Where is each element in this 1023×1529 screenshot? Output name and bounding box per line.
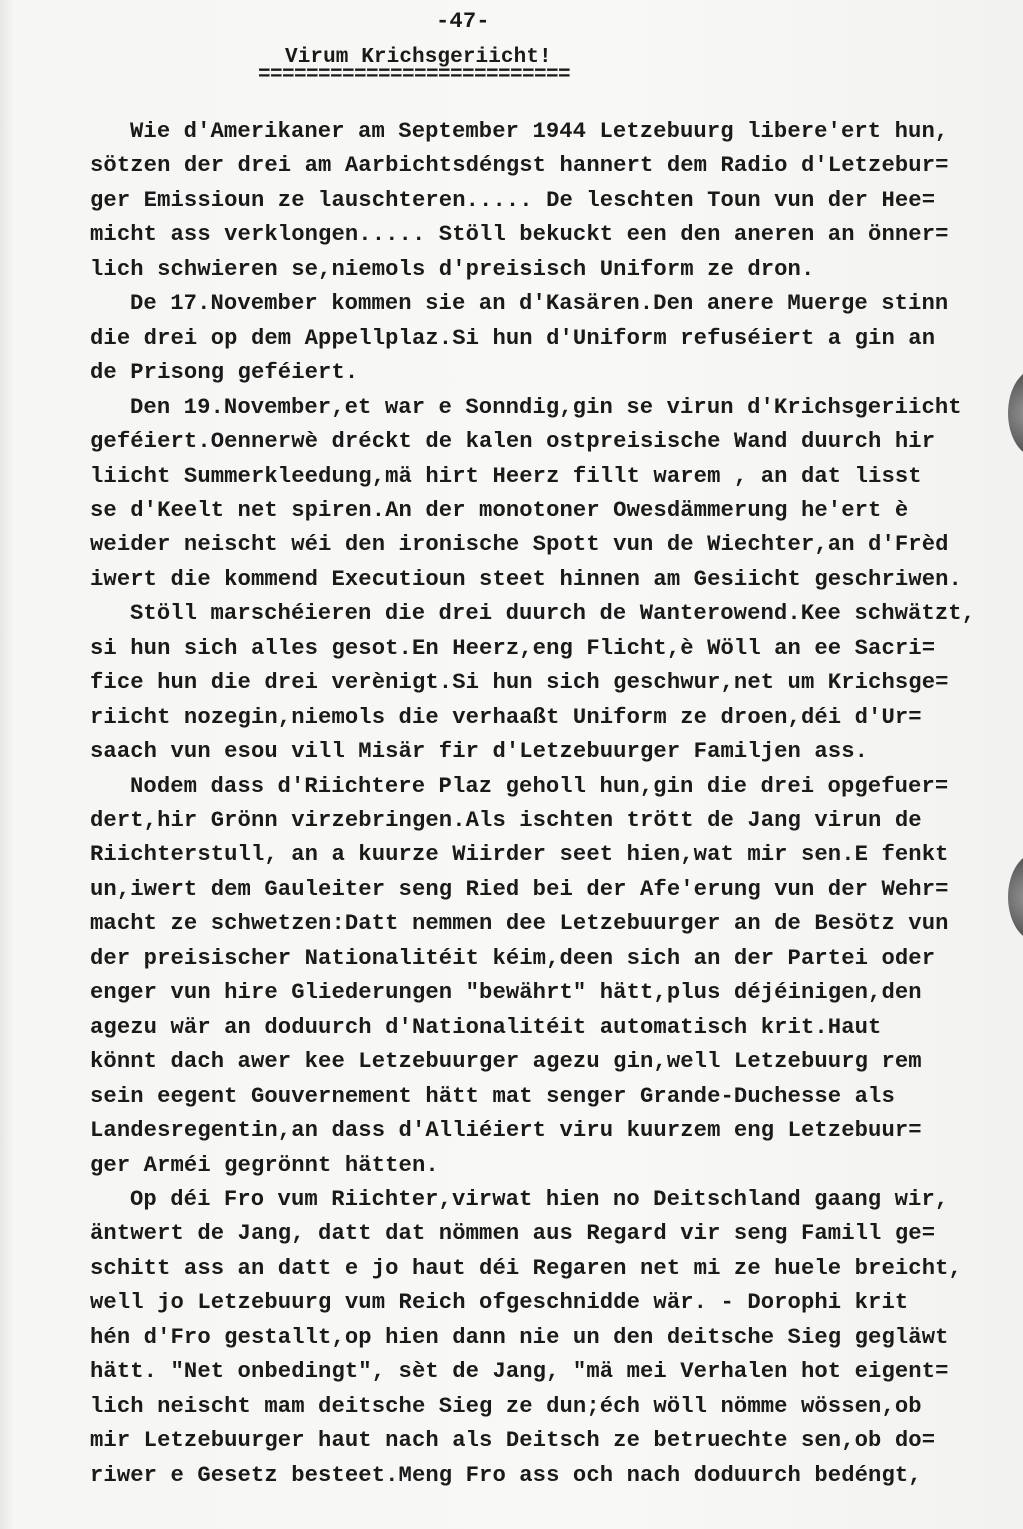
binder-hole — [1008, 852, 1023, 942]
page-number: -47- — [436, 9, 490, 34]
text-line: geféiert.Oennerwè dréckt de kalen ostpreisische Wand duurch hir — [90, 429, 936, 455]
text-line: die drei op dem Appellplaz.Si hun d'Uniform refuséiert a gin an — [90, 325, 936, 351]
binder-hole — [1008, 368, 1023, 458]
text-line: Nodem dass d'Riichtere Plaz geholl hun,gin die drei opgefuer= — [130, 773, 949, 799]
text-line: liicht Summerkleedung,mä hirt Heerz fillt warem , an dat lisst — [90, 463, 922, 489]
text-line: lich schwieren se,niemols d'preisisch Uniform ze dron. — [90, 256, 815, 282]
text-line: hén d'Fro gestallt,op hien dann nie un den deitsche Sieg gegläwt — [90, 1324, 949, 1350]
text-line: sein eegent Gouvernement hätt mat senger Grande-Duchesse als — [90, 1083, 895, 1109]
page-title: Virum Krichsgeriicht! — [285, 46, 552, 69]
text-line: Riichterstull, an a kuurze Wiirder seet hien,wat mir sen.E fenkt — [90, 842, 949, 868]
text-line: dert,hir Grönn virzebringen.Als ischten trött de Jang virun de — [90, 808, 922, 833]
text-line: de Prisong geféiert. — [90, 360, 359, 386]
text-line: macht ze schwetzen:Datt nemmen dee Letzebuurger an de Besötz vun — [90, 911, 949, 937]
text-line: hätt. "Net onbedingt", sèt de Jang, "mä mei Verhalen hot eigent= — [90, 1359, 949, 1385]
text-line: mir Letzebuurger haut nach als Deitsch ze betruechte sen,ob do= — [90, 1428, 936, 1454]
text-line: saach vun esou vill Misär fir d'Letzebuurger Familjen ass. — [90, 739, 869, 765]
text-line: Stöll marschéieren die drei duurch de Wanterowend.Kee schwätzt, — [130, 601, 976, 627]
text-line: sötzen der drei am Aarbichtsdéngst hannert dem Radio d'Letzebur= — [90, 153, 949, 179]
text-line: enger vun hire Gliederungen "bewährt" hätt,plus déjéinigen,den — [90, 980, 922, 1006]
text-line: Wie d'Amerikaner am September 1944 Letzebuurg libere'ert hun, — [130, 119, 949, 144]
text-line: un,iwert dem Gauleiter seng Ried bei der Afe'erung vun der Wehr= — [90, 876, 949, 902]
text-line: weider neischt wéi den ironische Spott vun de Wiechter,an d'Frèd — [90, 532, 949, 558]
text-line: riwer e Gesetz besteet.Meng Fro ass och nach doduurch bedéngt, — [90, 1462, 922, 1488]
text-line: fice hun die drei verènigt.Si hun sich geschwur,net um Krichsge= — [90, 670, 949, 696]
text-line: Landesregentin,an dass d'Alliéiert viru kuurzem eng Letzebuur= — [90, 1118, 922, 1144]
text-line: se d'Keelt net spiren.An der monotoner Owesdämmerung he'ert è — [90, 497, 909, 523]
text-line: riicht nozegin,niemols die verhaaßt Uniform ze droen,déi d'Ur= — [90, 704, 922, 730]
text-line: well jo Letzebuurg vum Reich ofgeschnidde wär. - Dorophi krit — [90, 1290, 909, 1316]
text-line: De 17.November kommen sie an d'Kasären.Den anere Muerge stinn — [130, 291, 949, 317]
text-line: agezu wär an doduurch d'Nationalitéit automatisch krit.Haut — [90, 1014, 882, 1040]
text-line: Op déi Fro vum Riichter,virwat hien no Deitschland gaang wir, — [130, 1186, 949, 1212]
title-underline: ========================== — [258, 64, 571, 87]
text-line: micht ass verklongen..... Stöll bekuckt een den aneren an önner= — [90, 222, 949, 248]
text-line: schitt ass an datt e jo haut déi Regaren net mi ze huele breicht, — [90, 1255, 962, 1281]
text-line: ger Arméi gegrönnt hätten. — [90, 1152, 439, 1178]
text-line: äntwert de Jang, datt dat nömmen aus Regard vir seng Famill ge= — [90, 1221, 936, 1247]
text-line: Den 19.November,et war e Sonndig,gin se virun d'Krichsgeriicht — [130, 394, 962, 420]
text-line: der preisischer Nationalitéit kéim,deen sich an der Partei oder — [90, 945, 936, 971]
text-line: ger Emissioun ze lauschteren..... De leschten Toun vun der Hee= — [90, 187, 936, 213]
text-line: iwert die kommend Executioun steet hinnen am Gesiicht geschriwen. — [90, 566, 962, 592]
text-line: si hun sich alles gesot.En Heerz,eng Flicht,è Wöll an ee Sacri= — [90, 635, 936, 661]
text-line: könnt dach awer kee Letzebuurger agezu gin,well Letzebuurg rem — [90, 1049, 922, 1075]
text-line: lich neischt mam deitsche Sieg ze dun;éch wöll nömme wössen,ob — [90, 1393, 922, 1419]
